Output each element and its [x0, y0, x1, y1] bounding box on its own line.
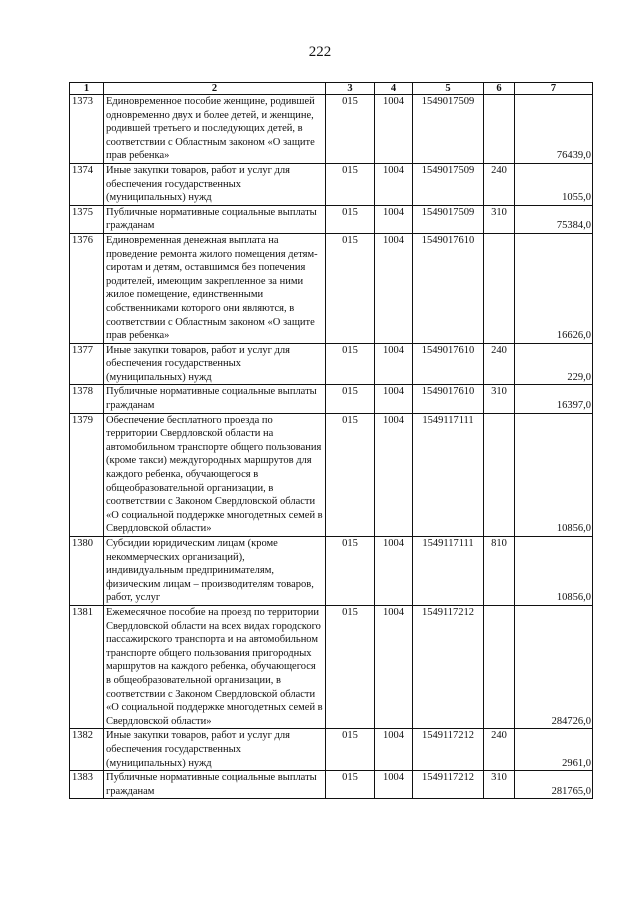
column-header: 1 [70, 83, 104, 95]
amount: 281765,0 [515, 771, 593, 799]
amount: 229,0 [515, 343, 593, 385]
expense-type-code: 310 [484, 771, 515, 799]
table-row [70, 205, 593, 233]
section-code: 1004 [375, 413, 413, 536]
ministry-code: 015 [326, 605, 375, 728]
row-name: Обеспечение бесплатного проезда по территории Свердловской области на автомобильном транспорте общего пользования (кроме такси) междугородных маршрутов для каждого ребенка, обучающегося в общеобразовательной организации, в соответствии с Законом Свердловской области «О социальной поддержке многодетных семей в Свердловской области» [104, 413, 326, 536]
row-number: 1379 [70, 413, 104, 536]
column-header: 6 [484, 83, 515, 95]
column-header: 2 [104, 83, 326, 95]
amount: 75384,0 [515, 205, 593, 233]
ministry-code: 015 [326, 729, 375, 771]
expense-type-code [484, 605, 515, 728]
table-row [70, 771, 593, 799]
row-name: Публичные нормативные социальные выплаты гражданам [104, 385, 326, 413]
row-name: Иные закупки товаров, работ и услуг для обеспечения государственных (муниципальных) нужд [104, 163, 326, 205]
column-header: 3 [326, 83, 375, 95]
expense-type-code [484, 233, 515, 343]
column-header: 4 [375, 83, 413, 95]
table-row [70, 605, 593, 728]
ministry-code: 015 [326, 413, 375, 536]
amount: 1055,0 [515, 163, 593, 205]
budget-table [69, 82, 593, 799]
ministry-code: 015 [326, 163, 375, 205]
row-name: Единовременная денежная выплата на проведение ремонта жилого помещения детям-сиротам и детям, оставшимся без попечения родителей, имеющим закрепленное за ними жилое помещение, единственными собственниками которого они являются, в соответствии с Областным законом «О защите прав ребенка» [104, 233, 326, 343]
ministry-code: 015 [326, 95, 375, 164]
row-name: Иные закупки товаров, работ и услуг для обеспечения государственных (муниципальных) нужд [104, 729, 326, 771]
row-name: Субсидии юридическим лицам (кроме некоммерческих организаций), индивидуальным предпринимателям, физическим лицам – производителям товаров, работ, услуг [104, 537, 326, 606]
section-code: 1004 [375, 729, 413, 771]
target-article-code: 1549017509 [413, 205, 484, 233]
target-article-code: 1549017610 [413, 385, 484, 413]
amount: 2961,0 [515, 729, 593, 771]
table-row [70, 95, 593, 164]
expense-type-code: 810 [484, 537, 515, 606]
amount: 76439,0 [515, 95, 593, 164]
section-code: 1004 [375, 537, 413, 606]
row-name: Публичные нормативные социальные выплаты гражданам [104, 771, 326, 799]
row-name: Ежемесячное пособие на проезд по территории Свердловской области на всех видах городского пассажирского транспорта и на автомобильном транспорте общего пользования пригородных маршрутов на каждого ребенка, обучающегося в общеобразовательной организации, в соответствии с Законом Свердловской области «О социальной поддержке многодетных семей в Свердловской области» [104, 605, 326, 728]
expense-type-code: 310 [484, 205, 515, 233]
page-number: 222 [308, 44, 332, 60]
row-number: 1373 [70, 95, 104, 164]
table-row [70, 729, 593, 771]
table-row [70, 233, 593, 343]
table-row [70, 163, 593, 205]
expense-type-code: 310 [484, 385, 515, 413]
row-number: 1380 [70, 537, 104, 606]
row-number: 1377 [70, 343, 104, 385]
amount: 16626,0 [515, 233, 593, 343]
expense-type-code: 240 [484, 343, 515, 385]
expense-type-code: 240 [484, 729, 515, 771]
target-article-code: 1549117212 [413, 729, 484, 771]
column-header: 7 [515, 83, 593, 95]
row-name: Публичные нормативные социальные выплаты гражданам [104, 205, 326, 233]
ministry-code: 015 [326, 343, 375, 385]
section-code: 1004 [375, 205, 413, 233]
column-header: 5 [413, 83, 484, 95]
target-article-code: 1549117111 [413, 537, 484, 606]
row-number: 1381 [70, 605, 104, 728]
amount: 16397,0 [515, 385, 593, 413]
amount: 284726,0 [515, 605, 593, 728]
row-name: Единовременное пособие женщине, родившей одновременно двух и более детей, и женщине, родившей третьего и последующих детей, в соответствии с Областным законом «О защите прав ребенка» [104, 95, 326, 164]
amount: 10856,0 [515, 413, 593, 536]
target-article-code: 1549117212 [413, 771, 484, 799]
table-row [70, 343, 593, 385]
section-code: 1004 [375, 163, 413, 205]
row-number: 1376 [70, 233, 104, 343]
amount: 10856,0 [515, 537, 593, 606]
target-article-code: 1549017610 [413, 343, 484, 385]
ministry-code: 015 [326, 537, 375, 606]
expense-type-code [484, 95, 515, 164]
row-number: 1374 [70, 163, 104, 205]
row-name: Иные закупки товаров, работ и услуг для обеспечения государственных (муниципальных) нужд [104, 343, 326, 385]
table-row [70, 537, 593, 606]
table-row [70, 385, 593, 413]
table-header-row [70, 83, 593, 95]
row-number: 1375 [70, 205, 104, 233]
row-number: 1382 [70, 729, 104, 771]
ministry-code: 015 [326, 233, 375, 343]
expense-type-code: 240 [484, 163, 515, 205]
ministry-code: 015 [326, 385, 375, 413]
section-code: 1004 [375, 233, 413, 343]
section-code: 1004 [375, 95, 413, 164]
target-article-code: 1549017509 [413, 163, 484, 205]
section-code: 1004 [375, 605, 413, 728]
expense-type-code [484, 413, 515, 536]
target-article-code: 1549117212 [413, 605, 484, 728]
row-number: 1378 [70, 385, 104, 413]
target-article-code: 1549017610 [413, 233, 484, 343]
target-article-code: 1549117111 [413, 413, 484, 536]
section-code: 1004 [375, 343, 413, 385]
target-article-code: 1549017509 [413, 95, 484, 164]
ministry-code: 015 [326, 771, 375, 799]
section-code: 1004 [375, 771, 413, 799]
row-number: 1383 [70, 771, 104, 799]
section-code: 1004 [375, 385, 413, 413]
table-row [70, 413, 593, 536]
ministry-code: 015 [326, 205, 375, 233]
